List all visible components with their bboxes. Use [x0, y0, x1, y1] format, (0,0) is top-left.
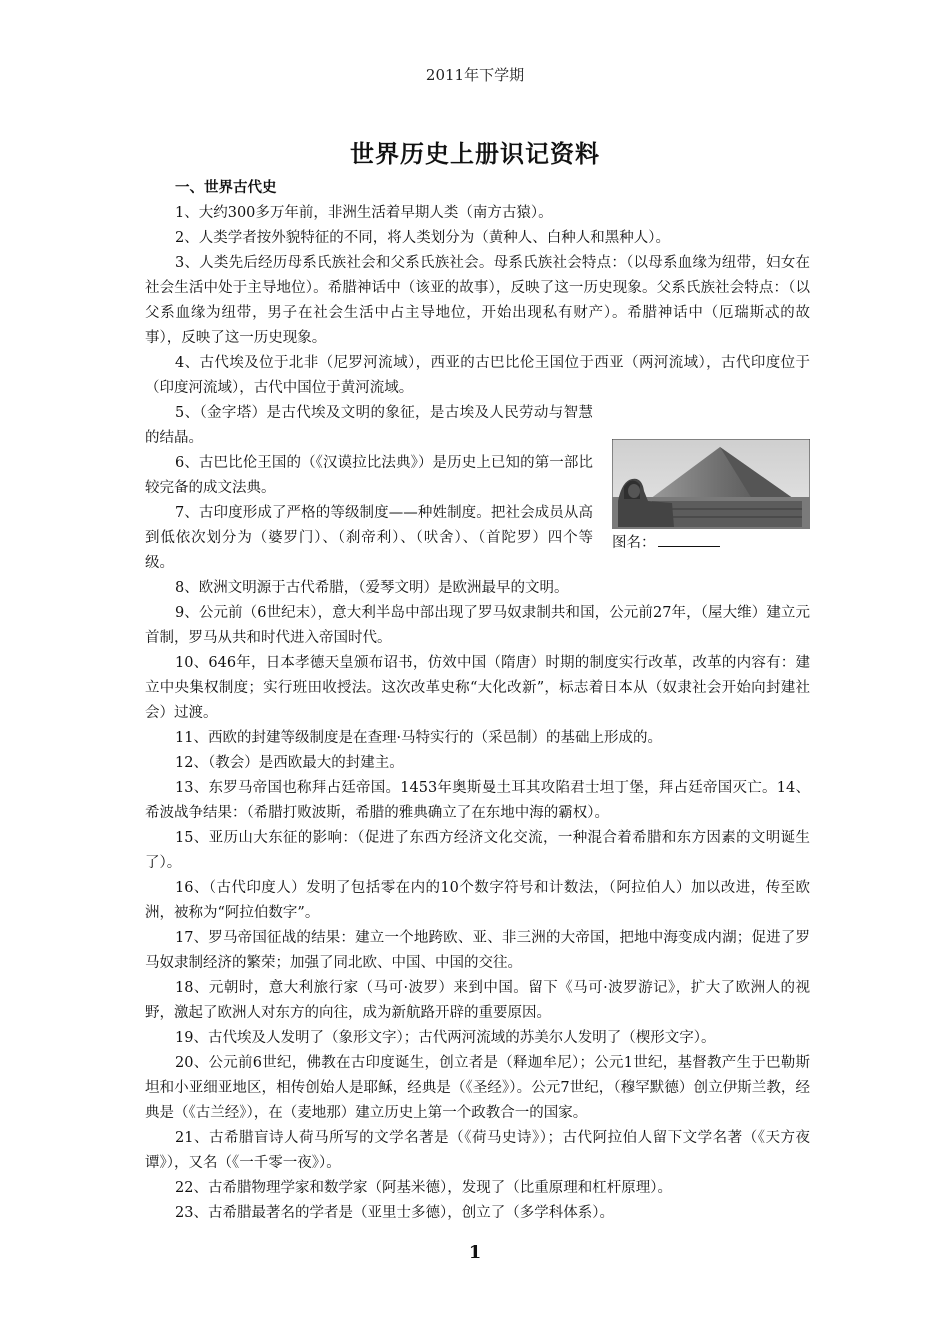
paragraph: 21、古希腊盲诗人荷马所写的文学名著是（《荷马史诗》）；古代阿拉伯人留下文学名著（《天方夜谭》），又名（《一千零一夜》）。	[145, 1130, 810, 1171]
paragraph: 8、欧洲文明源于古代希腊，（爱琴文明）是欧洲最早的文明。	[175, 580, 569, 596]
paragraph: 9、公元前（6世纪末），意大利半岛中部出现了罗马奴隶制共和国，公元前27年，（屋大维）建立元首制，罗马从共和时代进入帝国时代。	[145, 605, 810, 646]
figure-section	[145, 401, 810, 576]
page-header: 2011年下学期	[425, 66, 525, 84]
paragraph: 7、古印度形成了严格的等级制度——种姓制度。把社会成员从高到低依次划分为（婆罗门）、（刹帝利）、（吠舍）、（首陀罗）四个等级。	[145, 505, 593, 571]
paragraph: 16、（古代印度人）发明了包括零在内的10个数字符号和计数法，（阿拉伯人）加以改进，传至欧洲，被称为“阿拉伯数字”。	[145, 880, 810, 921]
paragraph: 10、646年，日本孝德天皇颁布诏书，仿效中国（隋唐）时期的制度实行改革，改革的内容有：建立中央集权制度；实行班田收授法。这次改革史称“大化改新”，标志着日本从（奴隶社会开始向封建社会）过渡。	[145, 655, 810, 721]
paragraph: 22、古希腊物理学家和数学家（阿基米德），发现了（比重原理和杠杆原理）。	[175, 1180, 672, 1196]
paragraph: 19、古代埃及人发明了（象形文字）；古代两河流域的苏美尔人发明了（楔形文字）。	[175, 1030, 716, 1046]
paragraph: 3、人类先后经历母系氏族社会和父系氏族社会。母系氏族社会特点：（以母系血缘为纽带，妇女在社会生活中处于主导地位）。希腊神话中（该亚的故事），反映了这一历史现象。父系氏族社会特点：（以父系血缘为纽带，男子在社会生活中占主导地位，开始出现私有财产）。希腊神话中（厄瑞斯忒的故事），反映了这一历史现象。	[145, 255, 810, 346]
paragraph: 2、人类学者按外貌特征的不同，将人类划分为（黄种人、白种人和黑种人）。	[175, 230, 670, 246]
pyramid-figure	[612, 439, 810, 556]
paragraph: 5、（金字塔）是古代埃及文明的象征，是古埃及人民劳动与智慧的结晶。	[145, 405, 593, 446]
paragraph: 11、西欧的封建等级制度是在查理·马特实行的（采邑制）的基础上形成的。	[175, 730, 663, 746]
paragraphs-bottom	[145, 576, 810, 1226]
paragraph: 18、元朝时，意大利旅行家（马可·波罗）来到中国。留下《马可·波罗游记》，扩大了欧洲人的视野，激起了欧洲人对东方的向往，成为新航路开辟的重要原因。	[145, 980, 810, 1021]
document-body	[145, 176, 810, 1226]
paragraph: 6、古巴比伦王国的（《汉谟拉比法典》）是历史上已知的第一部比较完备的成文法典。	[145, 455, 593, 496]
pyramid-sphinx-image	[612, 439, 810, 529]
paragraph: 4、古代埃及位于北非（尼罗河流域），西亚的古巴比伦王国位于西亚（两河流域），古代印度位于（印度河流域），古代中国位于黄河流域。	[145, 355, 810, 396]
paragraph: 13、东罗马帝国也称拜占廷帝国。1453年奥斯曼土耳其攻陷君士坦丁堡，拜占廷帝国灭亡。14、希波战争结果：（希腊打败波斯，希腊的雅典确立了在东地中海的霸权）。	[145, 780, 810, 821]
document-title: 世界历史上册识记资料	[350, 140, 600, 168]
figure-caption	[612, 531, 810, 556]
caption-blank-line	[658, 532, 720, 547]
paragraph: 20、公元前6世纪，佛教在古印度诞生，创立者是（释迦牟尼）；公元1世纪，基督教产生于巴勒斯坦和小亚细亚地区，相传创始人是耶稣，经典是（《圣经》）。公元7世纪，（穆罕默德）创立伊斯兰教，经典是（《古兰经》），在（麦地那）建立历史上第一个政教合一的国家。	[145, 1055, 810, 1121]
section-title: 一、世界古代史	[175, 180, 277, 196]
paragraph: 15、亚历山大东征的影响：（促进了东西方经济文化交流，一种混合着希腊和东方因素的文明诞生了）。	[145, 830, 810, 871]
paragraph: 12、（教会）是西欧最大的封建主。	[175, 755, 404, 771]
paragraphs-wrapped	[145, 401, 593, 576]
paragraphs-top	[145, 201, 810, 401]
figure-caption-label: 图名：	[612, 535, 656, 551]
paragraph: 17、罗马帝国征战的结果：建立一个地跨欧、亚、非三洲的大帝国，把地中海变成内湖；促进了罗马奴隶制经济的繁荣；加强了同北欧、中国、中国的交往。	[145, 930, 810, 971]
paragraph: 1、大约300多万年前，非洲生活着早期人类（南方古猿）。	[175, 205, 553, 221]
page-number: 1	[468, 1242, 482, 1263]
paragraph: 23、古希腊最著名的学者是（亚里士多德），创立了（多学科体系）。	[175, 1205, 614, 1221]
